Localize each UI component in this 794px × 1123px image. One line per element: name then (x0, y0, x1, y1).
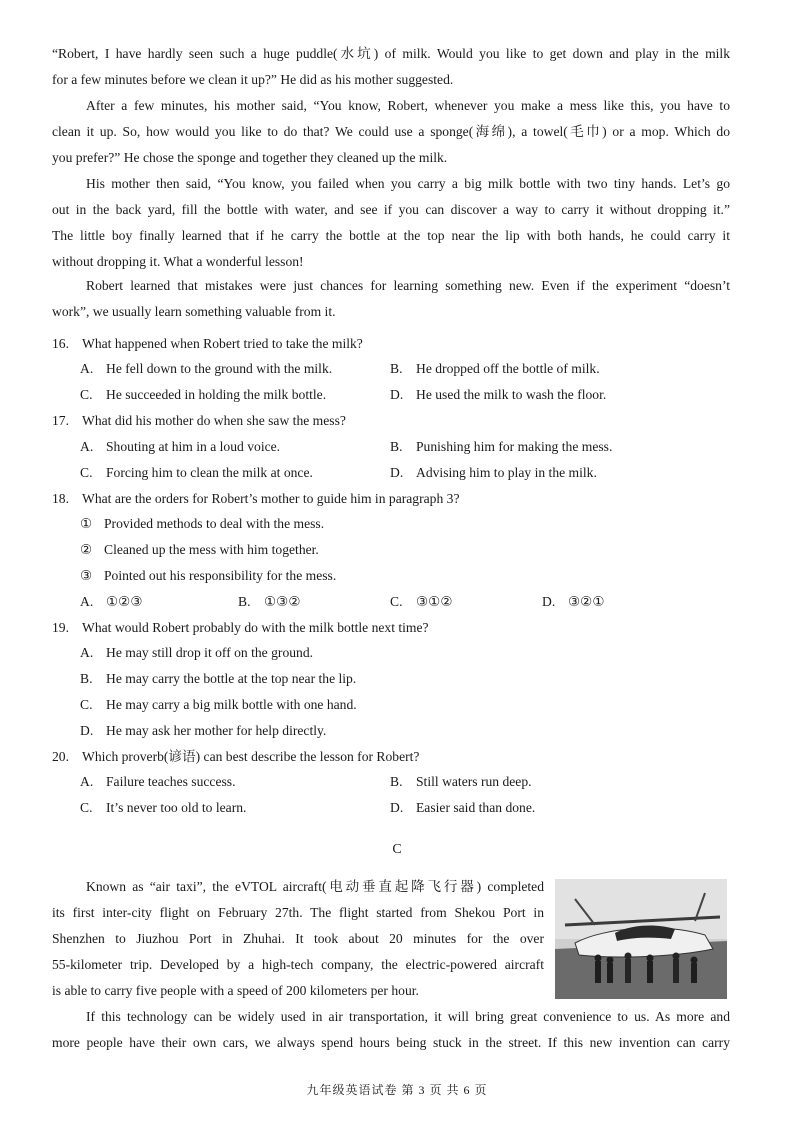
question-number: 16. (52, 336, 69, 351)
passage-c-paragraph-2 (52, 1004, 730, 1056)
statement-text: Provided methods to deal with the mess. (104, 516, 325, 531)
question-18 (52, 486, 742, 512)
text-line: The little boy finally learned that if he carry the bottle at the top near the lip with both hands, he could carry it (52, 228, 730, 243)
option-text: He may still drop it off on the ground. (106, 645, 314, 660)
option-text: It’s never too old to learn. (106, 800, 247, 815)
option-label: A. (80, 439, 94, 454)
option-text: Still waters run deep. (416, 774, 532, 789)
text-line: you prefer?” He chose the sponge and together they cleaned up the milk. (52, 150, 448, 165)
aircraft-illustration (555, 879, 727, 999)
text-line: work”, we usually learn something valuable from it. (52, 304, 336, 319)
question-number: 19. (52, 620, 69, 635)
option-text: Shouting at him in a loud voice. (106, 439, 281, 454)
option-label: A. (80, 361, 94, 376)
option-text: Failure teaches success. (106, 774, 236, 789)
statement-2 (80, 537, 319, 563)
question-number: 17. (52, 413, 69, 428)
option-16-c[interactable] (80, 382, 326, 408)
option-19-a[interactable] (80, 640, 313, 666)
passage-paragraph-2 (52, 93, 730, 171)
text-line: for a few minutes before we clean it up?” He did as his mother suggested. (52, 72, 454, 87)
option-label: B. (238, 594, 251, 609)
option-text: He may carry a big milk bottle with one hand. (106, 697, 357, 712)
option-text: He dropped off the bottle of milk. (416, 361, 600, 376)
option-text: He succeeded in holding the milk bottle. (106, 387, 327, 402)
text-line: Robert learned that mistakes were just chances for learning something new. Even if the experiment “doesn’t (86, 278, 730, 293)
option-16-b[interactable] (390, 356, 600, 382)
option-text: Forcing him to clean the milk at once. (106, 465, 313, 480)
option-text: Easier said than done. (416, 800, 536, 815)
option-label: D. (542, 594, 556, 609)
option-label: D. (390, 465, 404, 480)
option-17-b[interactable] (390, 434, 612, 460)
option-19-c[interactable] (80, 692, 357, 718)
statement-3 (80, 563, 336, 589)
statement-label: ① (80, 516, 93, 531)
option-label: D. (80, 723, 94, 738)
text-line: His mother then said, “You know, you failed when you carry a big milk bottle with two tiny hands. Let’s go (86, 176, 730, 191)
passage-paragraph-3 (52, 171, 730, 275)
option-17-c[interactable] (80, 460, 313, 486)
evtol-aircraft-photo (555, 879, 727, 999)
option-label: B. (390, 439, 403, 454)
text-line: Known as “air taxi”, the eVTOL aircraft(电动垂直起降飞行器) completed (86, 879, 544, 894)
option-text: He may carry the bottle at the top near the lip. (106, 671, 357, 686)
option-text: He may ask her mother for help directly. (106, 723, 327, 738)
text-line: 55-kilometer trip. Developed by a high-tech company, the electric-powered aircraft (52, 957, 544, 972)
option-20-c[interactable] (80, 795, 246, 821)
option-label: A. (80, 645, 94, 660)
option-19-b[interactable] (80, 666, 356, 692)
text-line: Shenzhen to Jiuzhou Port in Zhuhai. It took about 20 minutes for the over (52, 931, 544, 946)
question-16 (52, 331, 742, 357)
option-20-a[interactable] (80, 769, 235, 795)
page-footer: 九年级英语试卷 第 3 页 共 6 页 (306, 1083, 488, 1097)
option-20-b[interactable] (390, 769, 532, 795)
text-line: out in the back yard, fill the bottle with water, and see if you can discover a way to carry it without dropping it.” (52, 202, 730, 217)
text-line: more people have their own cars, we always spend hours being stuck in the street. If this new invention can carry (52, 1035, 730, 1050)
option-label: A. (80, 594, 94, 609)
option-16-a[interactable] (80, 356, 332, 382)
option-text: He used the milk to wash the floor. (416, 387, 607, 402)
statement-label: ② (80, 542, 93, 557)
question-17 (52, 408, 742, 434)
statement-text: Pointed out his responsibility for the mess. (104, 568, 337, 583)
option-18-d[interactable] (542, 589, 605, 615)
option-18-c[interactable] (390, 589, 453, 615)
text-line: clean it up. So, how would you like to do that? We could use a sponge(海绵), a towel(毛巾) or a mop. Which do (52, 124, 730, 139)
option-label: C. (80, 387, 93, 402)
text-line: is able to carry five people with a speed of 200 kilometers per hour. (52, 983, 419, 998)
option-label: C. (80, 800, 93, 815)
text-line: After a few minutes, his mother said, “You know, Robert, whenever you make a mess like this, you have to (86, 98, 730, 113)
option-label: C. (80, 697, 93, 712)
option-label: A. (80, 774, 94, 789)
option-18-a[interactable] (80, 589, 143, 615)
question-text: Which proverb(谚语) can best describe the lesson for Robert? (82, 749, 420, 764)
option-17-d[interactable] (390, 460, 597, 486)
question-20 (52, 744, 742, 770)
statement-label: ③ (80, 568, 93, 583)
option-label: B. (390, 774, 403, 789)
option-label: C. (80, 465, 93, 480)
passage-paragraph-1 (52, 41, 730, 93)
option-17-a[interactable] (80, 434, 280, 460)
option-text: ③②① (568, 594, 605, 609)
option-text: ①②③ (106, 594, 143, 609)
question-number: 18. (52, 491, 69, 506)
passage-c-paragraph-1 (52, 874, 544, 1004)
option-19-d[interactable] (80, 718, 326, 744)
option-text: He fell down to the ground with the milk. (106, 361, 333, 376)
option-text: Punishing him for making the mess. (416, 439, 613, 454)
option-label: B. (390, 361, 403, 376)
text-line: If this technology can be widely used in air transportation, it will bring great convenience to us. As more and (86, 1009, 730, 1024)
option-20-d[interactable] (390, 795, 535, 821)
section-heading: C (392, 842, 402, 857)
question-number: 20. (52, 749, 69, 764)
text-line: its first inter-city flight on February 27th. The flight started from Shekou Port in (52, 905, 544, 920)
option-label: B. (80, 671, 93, 686)
text-line: “Robert, I have hardly seen such a huge puddle(水坑) of milk. Would you like to get down and play in the milk (52, 46, 730, 61)
statement-text: Cleaned up the mess with him together. (104, 542, 319, 557)
question-text: What would Robert probably do with the milk bottle next time? (82, 620, 429, 635)
option-18-b[interactable] (238, 589, 301, 615)
statement-1 (80, 511, 324, 537)
option-label: D. (390, 387, 404, 402)
option-label: D. (390, 800, 404, 815)
option-16-d[interactable] (390, 382, 606, 408)
option-text: ③①② (416, 594, 453, 609)
passage-paragraph-4 (52, 273, 730, 325)
question-text: What are the orders for Robert’s mother to guide him in paragraph 3? (82, 491, 460, 506)
question-text: What happened when Robert tried to take the milk? (82, 336, 363, 351)
question-19 (52, 615, 742, 641)
option-text: Advising him to play in the milk. (416, 465, 597, 480)
option-label: C. (390, 594, 403, 609)
question-text: What did his mother do when she saw the mess? (82, 413, 346, 428)
text-line: without dropping it. What a wonderful lesson! (52, 254, 304, 269)
option-text: ①③② (264, 594, 301, 609)
